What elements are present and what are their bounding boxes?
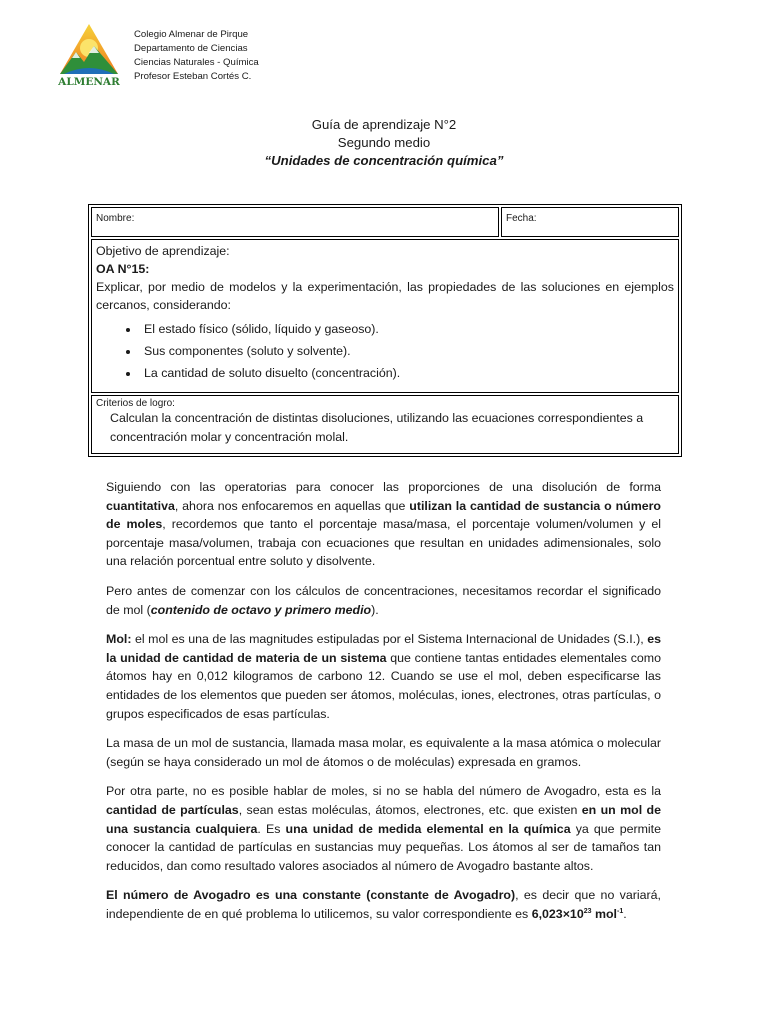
school-logo: [56, 22, 122, 88]
list-item: • El estado físico (sólido, líquido y gaseoso).: [140, 318, 674, 340]
subject-name: Ciencias Naturales - Química: [134, 57, 259, 68]
paragraph-avogadro-constant: El número de Avogadro es una constante (constante de Avogadro), es decir que no variará, independiente de en qué problema lo utilicemos, su valor correspondiente es $6,023\times 10^{23}$ mol$^{-1}$.: [106, 888, 661, 921]
date-label: Fecha:: [506, 213, 537, 224]
objective-bullets: [96, 318, 674, 384]
criteria-label: Criterios de logro:: [96, 398, 175, 409]
list-item: • La cantidad de soluto disuelto (concentración).: [140, 362, 674, 384]
name-field[interactable]: [91, 207, 499, 237]
objective-label: Objetivo de aprendizaje:: [96, 244, 230, 258]
objective-text: Explicar, por medio de modelos y la experimentación, las propiedades de las soluciones en ejemplos cercanos, considerando:: [96, 280, 674, 312]
school-name: Colegio Almenar de Pirque: [134, 29, 249, 40]
teacher-name: Profesor Esteban Cortés C.: [134, 71, 252, 82]
department-name: Departamento de Ciencias: [134, 43, 248, 54]
paragraph-mol-reminder: Pero antes de comenzar con los cálculos de concentraciones, necesitamos recordar el significado de mol (contenido de octavo y primero medio).: [106, 583, 661, 617]
school-info: [134, 28, 259, 84]
paragraph-avogadro: Por otra parte, no es posible hablar de moles, si no se habla del número de Avogadro, esta es la cantidad de partículas, sean estas moléculas, átomos, electrones, etc. que existen en un mol de una sustancia cualquiera. Es una unidad de medida elemental en la química ya que permite conocer la cantidad de partículas en sustancias muy pequeñas. Los átomos al ser de tamaños tan reducidos, dan como resultado valores asociados al número de Avogadro bastante altos.: [106, 784, 662, 873]
criteria-text: Calculan la concentración de distintas disoluciones, utilizando las ecuaciones correspondientes a concentración molar y concentración molal.: [110, 411, 644, 444]
oa-code: OA N°15:: [96, 262, 150, 276]
criteria-cell: [91, 395, 679, 454]
document-titles: [0, 116, 768, 170]
date-field[interactable]: [501, 207, 679, 237]
paragraph-mol-definition: Mol: el mol es una de las magnitudes estipuladas por el Sistema Internacional de Unidades (S.I.), es la unidad de cantidad de materia de un sistema que contiene tantas entidades elementales como átomos hay en 0,012 kilogramos de carbono 12. Cuando se use el mol, deben especificarse las entidades de los elementos que pueden ser átomos, moléculas, iones, electrones, otras partículas, o grupos especificados de esas partículas.: [106, 632, 661, 721]
paragraph-intro: Siguiendo con las operatorias para conocer las proporciones de una disolución de forma cuantitativa, ahora nos enfocaremos en aquellas que utilizan la cantidad de sustancia o número de moles, recordemos que tanto el porcentaje masa/masa, el porcentaje volumen/volumen y el porcentaje masa/volumen, trabaja con ecuaciones que resultan en unidades adimensionales, solo una relación porcentual entre soluto y disolvente.: [106, 480, 662, 569]
student-info-table: [88, 204, 682, 457]
guide-title: Guía de aprendizaje N°2: [311, 117, 457, 132]
topic-title: “Unidades de concentración química”: [264, 153, 504, 168]
level-title: Segundo medio: [337, 135, 431, 150]
list-item: • Sus componentes (soluto y solvente).: [140, 340, 674, 362]
name-label: Nombre:: [96, 213, 135, 224]
paragraph-molar-mass: La masa de un mol de sustancia, llamada masa molar, es equivalente a la masa atómica o molecular (según se haya considerado un mol de átomos o de moléculas) expresada en gramos.: [106, 736, 661, 769]
objective-cell: [91, 239, 679, 393]
svg-text:ALMENAR: ALMENAR: [58, 76, 120, 88]
body-text: [106, 478, 661, 934]
